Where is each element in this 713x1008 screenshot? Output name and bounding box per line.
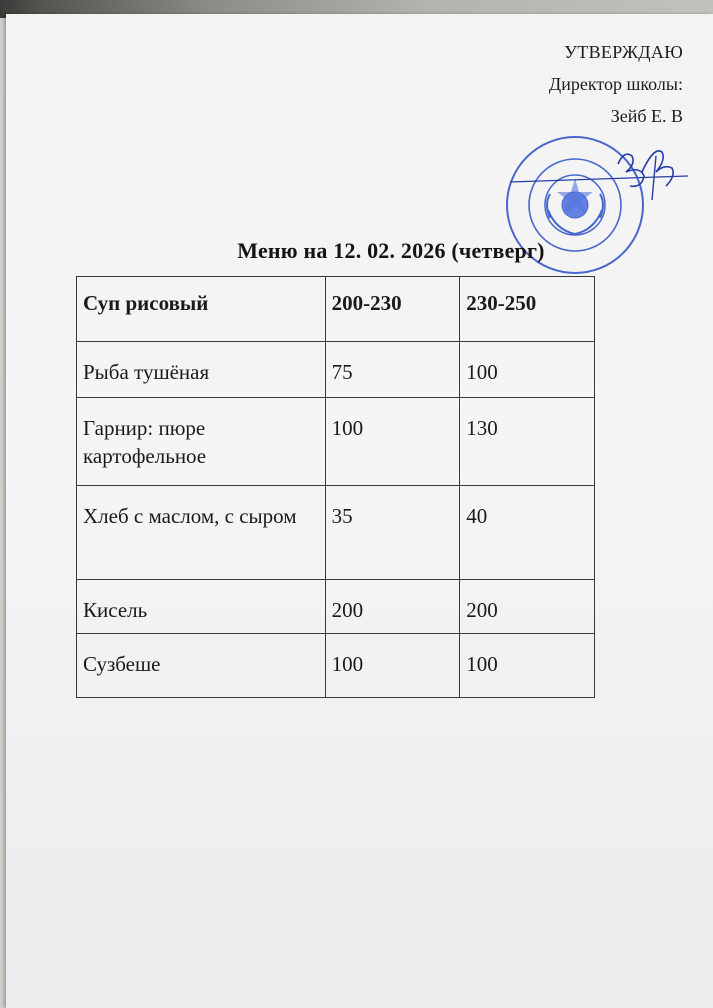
table-row [77,342,595,398]
menu-sheet [6,14,713,1008]
dish-name-cell: Хлеб с маслом, с сыром [77,486,326,580]
portion-b-cell: 100 [460,634,595,698]
portion-a-cell: 35 [325,486,460,580]
portion-a-cell: 100 [325,634,460,698]
approval-name: Зейб Е. В [610,106,683,126]
portion-b-cell: 40 [460,486,595,580]
portion-a-cell: 75 [325,342,460,398]
table-row [77,277,595,342]
director-signature [506,142,691,202]
table-row [77,398,595,486]
portion-a-cell: 100 [325,398,460,486]
portion-a-cell: 200 [325,580,460,634]
portion-b-cell: 200 [460,580,595,634]
dish-name-cell: Гарнир: пюре картофельное [77,398,326,486]
dish-name-cell: Суп рисовый [77,277,326,342]
portion-b-cell: 100 [460,342,595,398]
approval-heading: УТВЕРЖДАЮ [564,42,683,62]
dish-name-cell: Рыба тушёная [77,342,326,398]
portion-b-cell: 130 [460,398,595,486]
table-row [77,580,595,634]
approval-block [549,36,683,132]
portion-b-cell: 230-250 [460,277,595,342]
portion-a-cell: 200-230 [325,277,460,342]
dish-name-cell: Кисель [77,580,326,634]
dish-name-cell: Сузбеше [77,634,326,698]
table-row [77,634,595,698]
table-row [77,486,595,580]
menu-table [76,276,595,698]
approval-position: Директор школы: [548,74,683,94]
menu-title: Меню на 12. 02. 2026 (четверг) [237,238,545,263]
